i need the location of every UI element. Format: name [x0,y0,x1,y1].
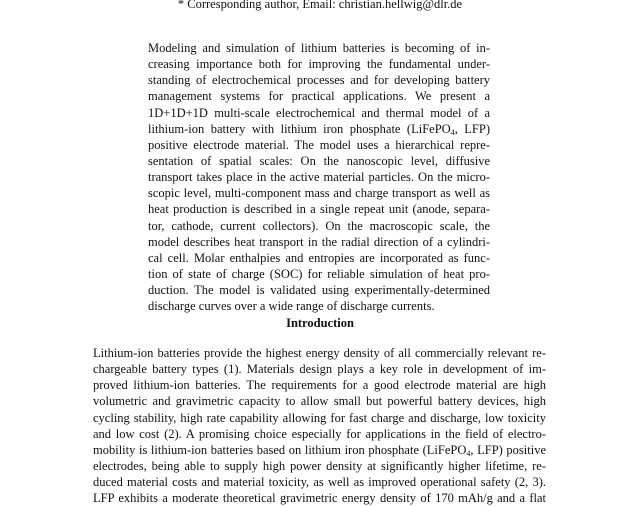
text-line: cal cell. Molar enthalpies and entropies are incorporated as func- [148,250,490,265]
text-line: Modeling and simulation of lithium batteries is becoming of in- [148,41,490,55]
text-line: management systems for practical applications. We present a [148,89,490,104]
text-line: creasing importance both for improving the fundamental under- [148,57,490,72]
introduction-body [93,345,546,506]
text-line: tor, cathode, current collectors). On the macroscopic scale, the [148,218,490,233]
text-line: duction. The model is validated using experimentally-determined [148,283,490,298]
text-line: lithium-ion battery with lithium iron phosphate (LiFePO$_4$, LFP) [148,121,491,137]
text-line: model describes heat transport in the radial direction of a cylindri- [148,234,490,249]
text-line: 1D+1D+1D multi-scale electrochemical and thermal model of a [148,105,490,120]
text-line: transport takes place in the active material particles. On the micro- [148,170,490,185]
text-line: mobility is lithium-ion batteries based on lithium iron phosphate (LiFePO$_4$, LFP) positive [93,442,546,458]
text-line: and low cost (2). A promising choice especially for applications in the field of electro- [93,426,546,441]
text-line: proved lithium-ion batteries. The requirements for a good electrode material are high [93,378,546,393]
text-line: Lithium-ion batteries provide the highest energy density of all commercially relevant re- [93,346,546,360]
text-line: chargeable battery types (1). Materials design plays a key role in development of im- [93,362,546,377]
text-line: electrodes, being able to supply high power density at significantly higher lifetime, re- [93,458,546,473]
text-line: tion of state of charge (SOC) for reliable simulation of heat pro- [148,266,490,281]
text-line: sentation of spatial scales: On the nanoscopic level, diffusive [148,153,490,168]
text-line: positive electrode material. The model uses a hierarchical repre- [148,137,490,152]
text-line: standing of electrochemical processes and for developing battery [148,73,490,88]
text-line: cycling stability, high rate capability allowing for fast charge and discharge, low toxicity [93,410,546,425]
text-line: scopic level, multi-component mass and charge transport as well as [148,186,490,201]
abstract [148,40,490,314]
corresponding-author-note: * Corresponding author, Email: christian.hellwig@dlr.de [177,0,463,11]
section-heading-introduction: Introduction [286,316,354,330]
text-line: heat production is described in a single repeat unit (anode, separa- [148,202,490,217]
text-line: LFP exhibits a moderate theoretical gravimetric energy density of 170 mAh/g and a flat [93,491,546,506]
text-line: duced material costs and material toxicity, as well as improved operational safety (2, 3). [93,475,546,490]
text-line: volumetric and gravimetric capacity to allow small but powerful battery devices, high [93,394,546,409]
text-line: discharge curves over a wide range of discharge currents. [148,299,435,314]
